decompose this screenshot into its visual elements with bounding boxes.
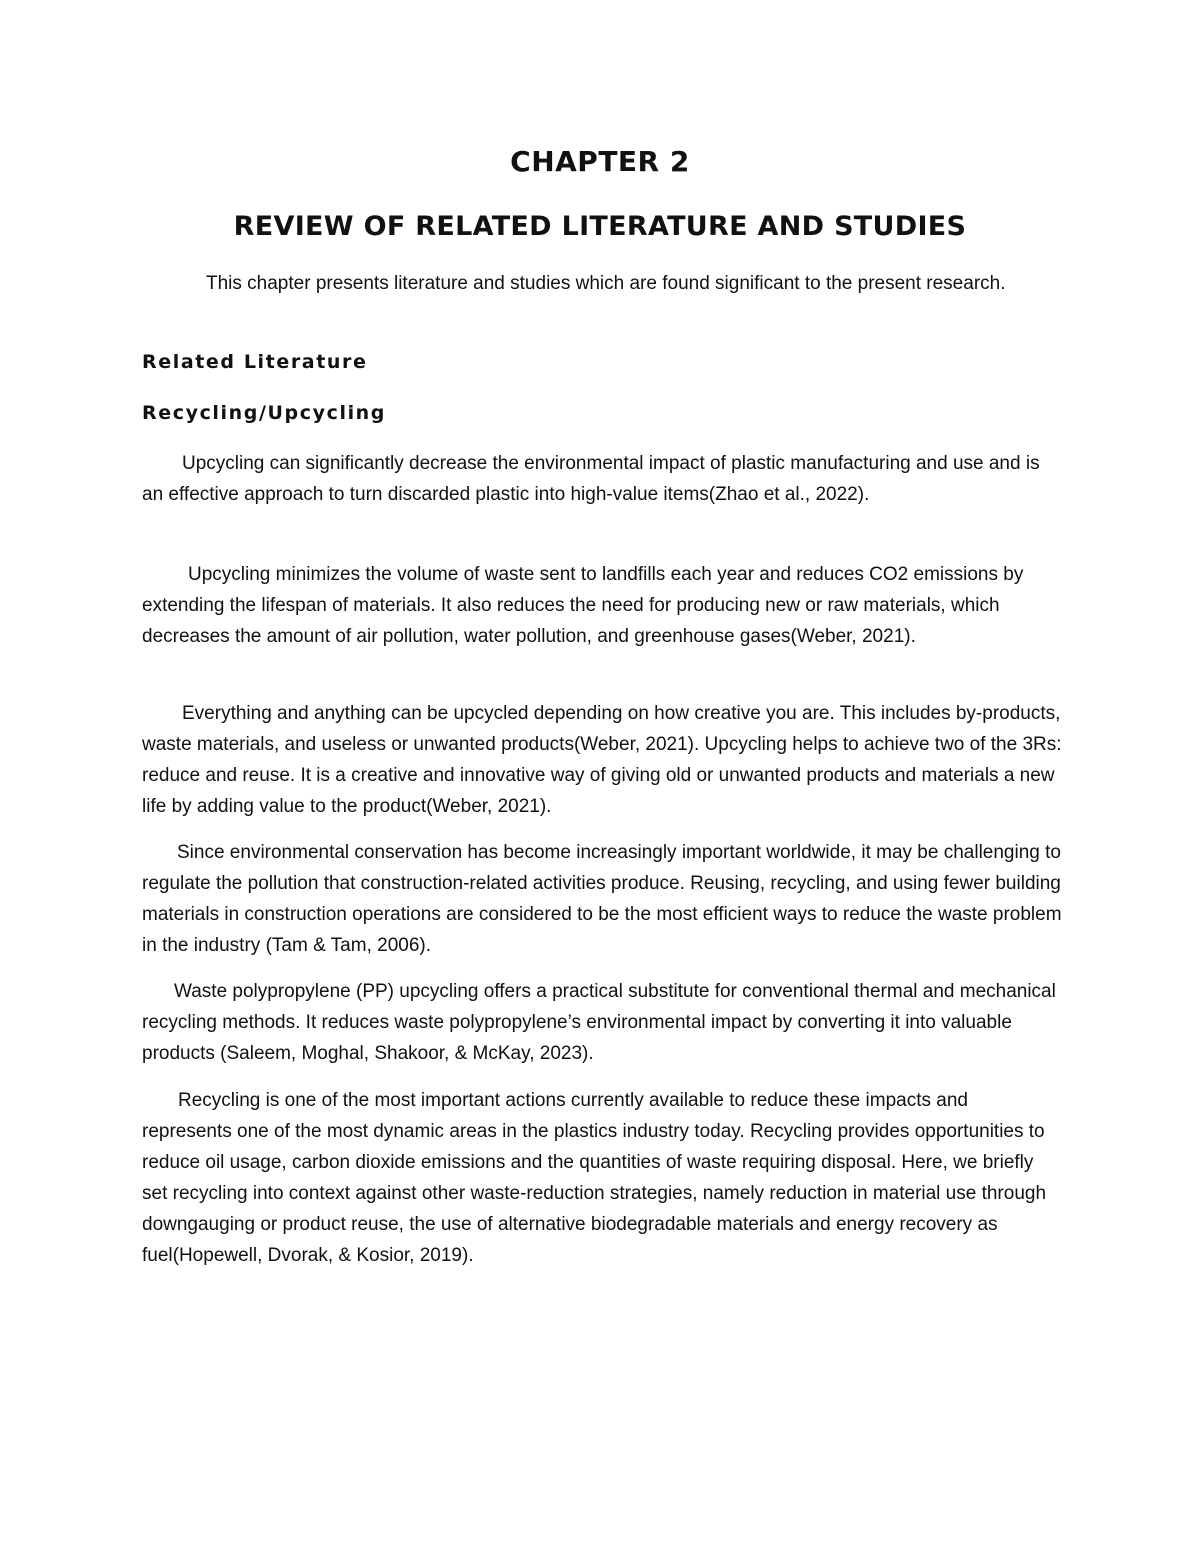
- body-paragraph-2: Upcycling minimizes the volume of waste sent to landfills each year and reduces CO2 emissions by extending the lifespan of materials. It also reduces the need for producing new or raw materials, which decreases the amount of air pollution, water pollution, and greenhouse gases(Weber, 2021).: [142, 564, 1024, 647]
- body-paragraph-1: Upcycling can significantly decrease the environmental impact of plastic manufacturing and use and is an effective approach to turn discarded plastic into high-value items(Zhao et al., 2022).: [142, 453, 1040, 505]
- intro-paragraph: This chapter presents literature and studies which are found significant to the present research.: [206, 273, 1006, 294]
- body-paragraph-4: Since environmental conservation has become increasingly important worldwide, it may be challenging to regulate the pollution that construction-related activities produce. Reusing, recycling, and using fewer building materials in construction operations are considered to be the most efficient ways to reduce the waste problem in the industry (Tam & Tam, 2006).: [142, 842, 1062, 956]
- chapter-title: REVIEW OF RELATED LITERATURE AND STUDIES: [233, 211, 967, 242]
- body-paragraph-5: Waste polypropylene (PP) upcycling offers a practical substitute for conventional thermal and mechanical recycling methods. It reduces waste polypropylene’s environmental impact by converting it into valuable products (Saleem, Moghal, Shakoor, & McKay, 2023).: [142, 981, 1056, 1064]
- section-heading: Related Literature: [142, 351, 368, 373]
- body-paragraph-6: Recycling is one of the most important actions currently available to reduce these impacts and represents one of the most dynamic areas in the plastics industry today. Recycling provides opportunities to reduce oil usage, carbon dioxide emissions and the quantities of waste requiring disposal. Here, we briefly set recycling into context against other waste-reduction strategies, namely reduction in material use through downgauging or product reuse, the use of alternative biodegradable materials and energy recovery as fuel(Hopewell, Dvorak, & Kosior, 2019).: [142, 1090, 1047, 1266]
- chapter-number: CHAPTER 2: [510, 145, 690, 178]
- subsection-heading: Recycling/Upcycling: [142, 402, 387, 424]
- body-paragraph-3: Everything and anything can be upcycled depending on how creative you are. This includes by-products, waste materials, and useless or unwanted products(Weber, 2021). Upcycling helps to achieve two of the 3Rs: reduce and reuse. It is a creative and innovative way of giving old or unwanted products and materials a new life by adding value to the product(Weber, 2021).: [142, 703, 1062, 817]
